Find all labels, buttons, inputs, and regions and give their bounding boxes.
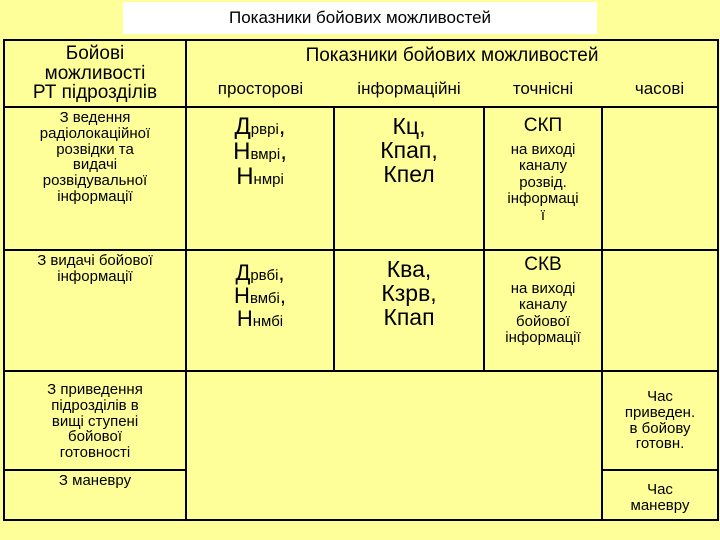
header-left-line: можливості [44,62,146,84]
spatial-indicators [186,250,334,371]
symbol-subscript: нмрі [253,171,284,189]
symbol-base: Д [234,113,251,140]
accuracy-description [485,142,601,225]
table-row [4,250,718,371]
symbol-base: Н [233,138,251,166]
info-symbol: Кзрв, [381,280,437,307]
caption-line: вищі ступені [51,412,139,430]
symbol-subscript: вмбі [249,290,280,308]
table-row [4,371,718,470]
merged-empty-cell [186,470,602,520]
accuracy-line: каналу [518,296,568,314]
time-line: маневру [630,497,690,514]
table-row [4,107,718,250]
caption-line: З приведення [47,381,143,399]
slide-title-text: Показники бойових можливостей [228,8,492,27]
accuracy-indicators [484,107,602,250]
header-capabilities-cell [4,40,186,107]
accuracy-line: розвід. [519,173,567,191]
time-indicator [602,371,718,470]
accuracy-line: на виході [510,279,576,297]
info-indicators [334,250,484,371]
accuracy-symbol: СКВ [524,254,562,275]
symbol-suffix: , [279,283,286,309]
caption-line: З видачі бойової [37,252,153,269]
spatial-symbol [187,307,333,330]
caption-line: інформації [57,267,133,285]
column-header-time: часові [602,71,718,107]
symbol-base: Н [236,306,253,332]
time-line: приведен. [624,403,696,421]
spatial-symbol [187,114,333,139]
spatial-symbol [187,139,333,164]
symbol-subscript: вмрі [250,146,281,164]
caption-line: розвідки та [56,140,134,158]
caption-line: радіолокаційної [39,124,151,142]
spatial-symbol [187,261,333,284]
info-symbol: Кпап, [380,137,438,164]
spatial-symbol [187,164,333,189]
row-caption [4,250,186,371]
caption-line: З ведення [59,109,131,126]
header-indicators-cell [186,40,718,71]
spatial-indicators [186,107,334,250]
symbol-subscript: рвбі [250,267,279,284]
info-symbol: Кпап [383,304,435,331]
symbol-suffix: , [278,260,285,285]
symbol-base: Н [234,283,250,309]
symbol-subscript: рврі [250,121,279,138]
accuracy-line: інформації [505,329,581,347]
row-caption [4,371,186,470]
header-left-line: Бойові [65,42,125,64]
caption-line: З маневру [58,472,132,489]
caption-line: бойової [68,428,122,446]
accuracy-line: інформаці [507,190,579,208]
slide-title [123,2,597,34]
column-header-accuracy: точнісні [484,71,602,107]
caption-line: видачі [72,156,118,174]
caption-line: готовності [59,444,131,462]
symbol-suffix: , [278,113,286,140]
row-caption [4,470,186,520]
symbol-subscript: нмбі [252,313,284,331]
time-cell-empty [602,107,718,250]
info-symbol: Кц, [392,113,426,139]
capabilities-table [3,39,719,521]
row-caption [4,107,186,250]
info-indicators [334,107,484,250]
time-line: Час [647,388,673,405]
merged-empty-cell [186,371,602,470]
caption-line: інформації [57,187,133,205]
spatial-symbol [187,284,333,307]
info-symbol: Кпел [383,161,435,188]
time-cell-empty [602,250,718,371]
accuracy-indicators [484,250,602,371]
accuracy-line: каналу [518,157,568,175]
header-indicators-text: Показники бойових можливостей [305,45,599,67]
table-row [4,470,718,520]
accuracy-symbol: СКП [523,115,563,136]
header-row-top [4,40,718,71]
column-header-informational: інформаційні [334,71,484,107]
symbol-base: Д [235,260,251,285]
time-indicator [602,470,718,520]
time-line: Час [647,481,673,499]
column-header-spatial: просторові [186,71,334,107]
symbol-base: Н [236,163,254,191]
accuracy-description [485,281,601,347]
time-line: готовн. [635,435,685,453]
accuracy-line: на виході [510,140,576,158]
accuracy-line: бойової [516,312,570,330]
header-left-line: РТ підрозділів [32,82,158,104]
info-symbol: Ква, [386,256,432,282]
accuracy-line: ї [540,206,546,224]
time-line: в бойову [629,419,691,437]
caption-line: підрозділів в [51,396,139,414]
caption-line: розвідувальної [42,172,148,189]
symbol-suffix: , [280,138,287,166]
